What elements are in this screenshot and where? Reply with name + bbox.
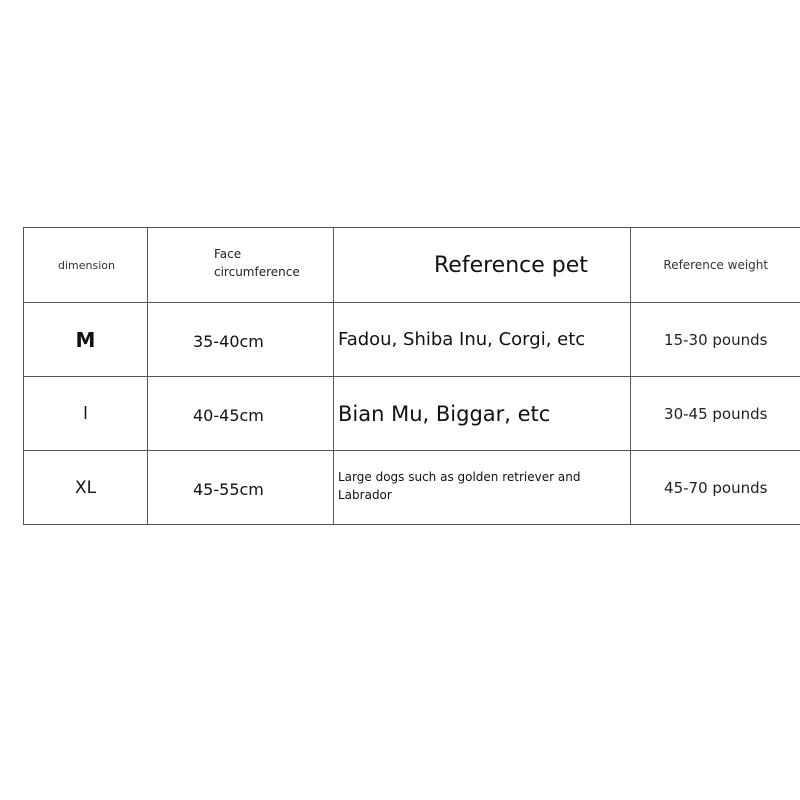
table-row-l xyxy=(24,377,800,451)
reference-weight-value: 30-45 pounds xyxy=(664,404,768,423)
size-chart-table xyxy=(23,227,800,525)
table-header-row xyxy=(24,228,800,303)
header-reference-pet-label: Reference pet xyxy=(434,252,588,278)
reference-pet-value: Bian Mu, Biggar, etc xyxy=(338,401,551,426)
reference-weight-value: 15-30 pounds xyxy=(664,330,768,349)
size-label: l xyxy=(83,403,88,424)
header-cell-face-circumference xyxy=(148,228,334,303)
reference-pet-value: Fadou, Shiba Inu, Corgi, etc xyxy=(338,329,586,350)
reference-weight-value: 45-70 pounds xyxy=(664,478,768,497)
face-circumference-cell xyxy=(148,303,334,377)
header-reference-weight-label: Reference weight xyxy=(663,258,769,272)
size-label: XL xyxy=(74,477,97,498)
reference-pet-cell xyxy=(334,303,631,377)
reference-pet-line1: Large dogs such as golden retriever and xyxy=(338,469,581,484)
face-circumference-cell xyxy=(148,451,334,525)
header-cell-reference-pet xyxy=(334,228,631,303)
header-cell-reference-weight xyxy=(631,228,800,303)
reference-pet-value xyxy=(334,468,630,504)
size-cell xyxy=(24,377,148,451)
table-row-xl xyxy=(24,451,800,525)
header-cell-dimension xyxy=(24,228,148,303)
reference-weight-cell xyxy=(631,377,800,451)
reference-weight-cell xyxy=(631,303,800,377)
size-cell xyxy=(24,303,148,377)
reference-pet-cell xyxy=(334,377,631,451)
reference-weight-cell xyxy=(631,451,800,525)
size-label: M xyxy=(75,327,96,352)
header-face-line2: circumference xyxy=(214,265,300,279)
reference-pet-line2: Labrador xyxy=(338,487,392,502)
size-cell xyxy=(24,451,148,525)
face-circumference-value: 35-40cm xyxy=(193,332,264,351)
table-row-m xyxy=(24,303,800,377)
face-circumference-cell xyxy=(148,377,334,451)
face-circumference-value: 45-55cm xyxy=(193,480,264,499)
header-dimension-label: dimension xyxy=(58,258,115,272)
reference-pet-cell xyxy=(334,451,631,525)
header-face-line1: Face xyxy=(214,247,242,261)
header-face-circumference-label xyxy=(148,245,333,281)
face-circumference-value: 40-45cm xyxy=(193,406,264,425)
